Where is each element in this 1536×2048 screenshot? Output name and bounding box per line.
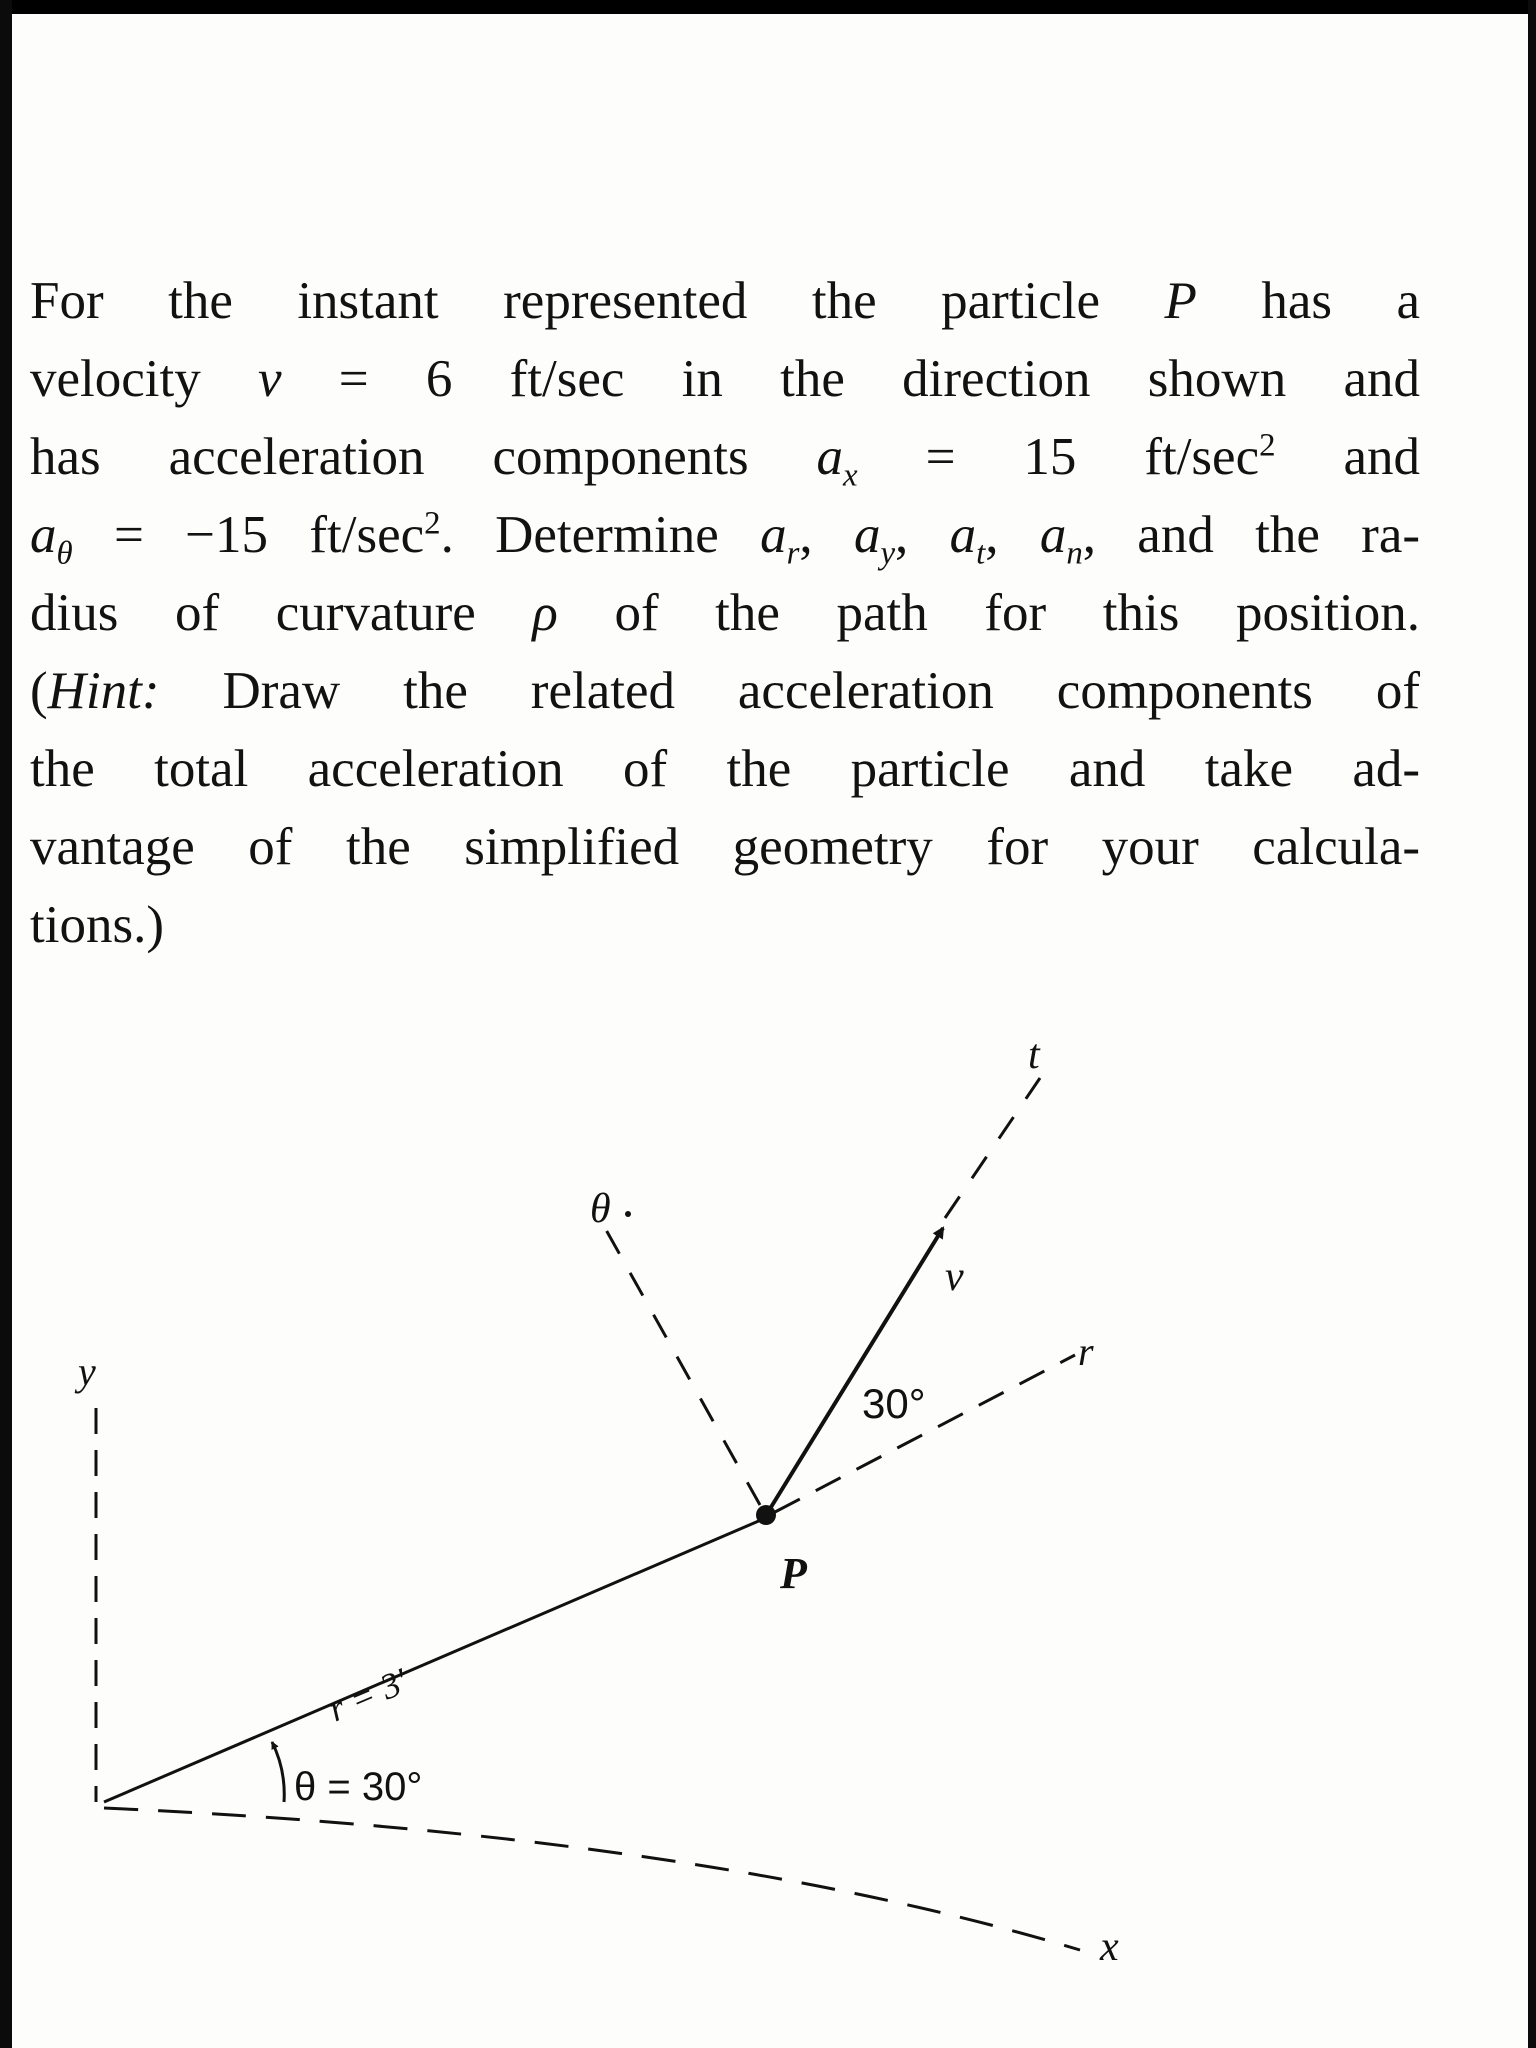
- problem-text-segment: = −15 ft/sec: [72, 506, 425, 564]
- problem-line: [30, 496, 1420, 574]
- problem-text-segment: a: [1039, 506, 1067, 564]
- problem-text-segment: Draw the related acceleration components of: [159, 662, 1420, 720]
- problem-line: [30, 886, 1420, 964]
- problem-text-segment: Hint:: [47, 662, 160, 720]
- x-axis-label: x: [1100, 1924, 1119, 1970]
- theta-angle-arc: [272, 1742, 284, 1802]
- x-axis-line: [104, 1808, 1080, 1950]
- problem-text-segment: a: [853, 506, 881, 564]
- problem-text-segment: P: [1164, 272, 1197, 330]
- particle-dot: [756, 1505, 776, 1525]
- problem-text-segment: , and the ra-: [1082, 506, 1421, 564]
- problem-line: [30, 652, 1420, 730]
- problem-text-segment: v: [257, 350, 282, 408]
- problem-text-segment: has acceleration components: [30, 428, 817, 486]
- r-axis-line: [775, 1355, 1075, 1512]
- problem-line: [30, 262, 1420, 340]
- problem-text-segment: ,: [895, 506, 950, 564]
- problem-text-segment: x: [843, 457, 858, 494]
- problem-text-segment: a: [949, 506, 977, 564]
- problem-figure: [0, 1000, 1536, 2048]
- problem-line: [30, 418, 1420, 496]
- problem-text-segment: the total acceleration of the particle and take ad-: [30, 740, 1420, 798]
- problem-text-segment: = 15 ft/sec: [857, 428, 1260, 486]
- problem-text-segment: vantage of the simplified geometry for your calcula-: [30, 818, 1420, 876]
- problem-text-segment: (: [30, 662, 48, 720]
- problem-text-segment: ,: [799, 506, 854, 564]
- radius-line: [104, 1517, 768, 1802]
- theta-label-dot: [625, 1211, 631, 1217]
- problem-text-segment: tions.): [30, 896, 164, 954]
- scan-top-border: [0, 0, 1536, 14]
- angle-30-label: 30°: [862, 1380, 926, 1427]
- problem-line: [30, 340, 1420, 418]
- problem-text-segment: and: [1275, 428, 1421, 486]
- velocity-label: v: [945, 1254, 964, 1300]
- problem-text-segment: dius of curvature: [30, 584, 533, 642]
- problem-text-segment: a: [30, 506, 57, 564]
- problem-text-segment: a: [816, 428, 844, 486]
- problem-text-segment: 2: [1259, 427, 1276, 464]
- t-axis-line: [945, 1078, 1040, 1218]
- y-axis-label: y: [78, 1349, 96, 1394]
- problem-line: [30, 730, 1420, 808]
- problem-text-segment: . Determine: [440, 506, 761, 564]
- problem-text-segment: has a: [1196, 272, 1420, 330]
- problem-text-segment: For the instant represented the particle: [30, 272, 1165, 330]
- problem-text-segment: of the path for this position.: [557, 584, 1420, 642]
- velocity-vector: [768, 1228, 943, 1512]
- r-axis-label: r: [1078, 1329, 1094, 1374]
- problem-text-segment: y: [880, 535, 896, 572]
- problem-text-segment: a: [760, 506, 787, 564]
- problem-text-segment: velocity: [30, 350, 258, 408]
- radius-label: r = 3′: [322, 1660, 414, 1730]
- problem-text-segment: ,: [985, 506, 1040, 564]
- problem-statement: [30, 262, 1420, 964]
- theta-value-label: θ = 30°: [294, 1765, 423, 1809]
- problem-text-segment: r: [786, 535, 800, 572]
- particle-label: P: [780, 1549, 807, 1598]
- problem-text-segment: θ: [56, 535, 73, 572]
- problem-text-segment: ρ: [532, 584, 558, 642]
- problem-text-segment: = 6 ft/sec in the direction shown and: [281, 350, 1420, 408]
- theta-axis-label: θ: [590, 1186, 611, 1232]
- t-axis-label: t: [1028, 1032, 1040, 1078]
- problem-line: [30, 808, 1420, 886]
- problem-text-segment: t: [976, 535, 986, 572]
- problem-text-segment: n: [1066, 535, 1083, 572]
- problem-text-segment: 2: [424, 505, 441, 542]
- problem-line: [30, 574, 1420, 652]
- theta-axis-line: [605, 1228, 760, 1505]
